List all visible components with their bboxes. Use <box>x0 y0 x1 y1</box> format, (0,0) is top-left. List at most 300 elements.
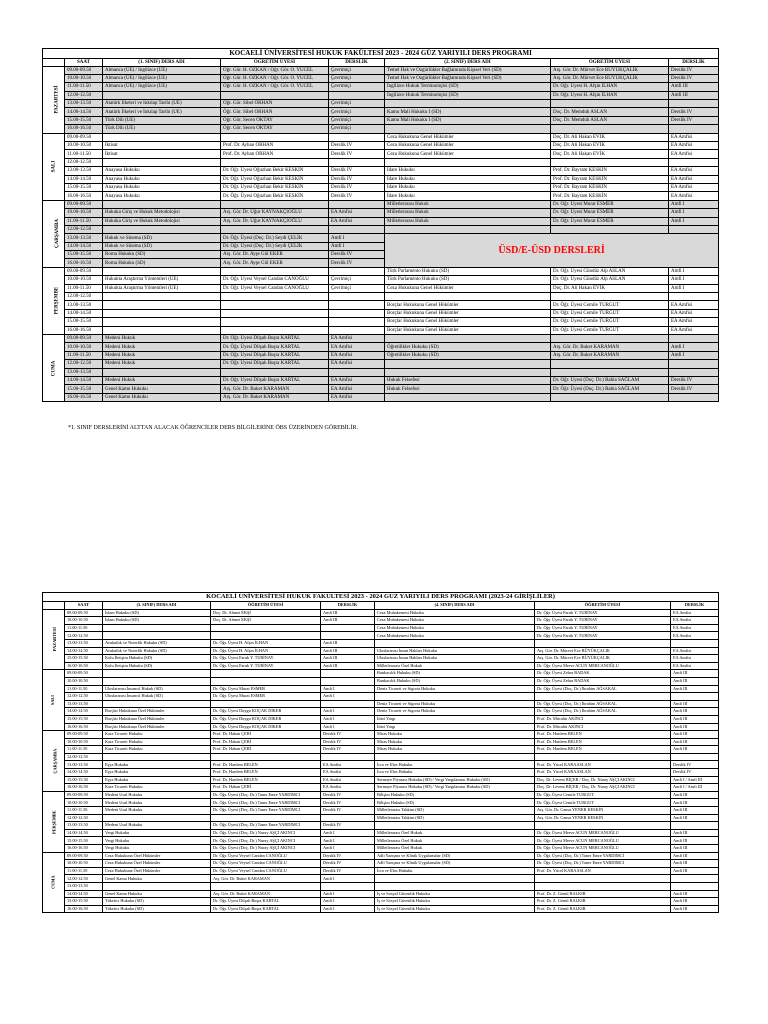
instructor-cell: Prof. Dr. Hakan ÇEBİ <box>211 738 321 746</box>
table-row <box>43 731 719 739</box>
course-cell: İş ve Sosyal Güvenlik Hukuku <box>375 898 535 906</box>
course-cell: Kolu İletişim Hukuku (SD) <box>103 655 211 663</box>
time-cell: 12.00-12.50 <box>65 632 103 640</box>
header-day <box>43 59 65 67</box>
room-cell <box>321 753 375 761</box>
day-label <box>43 133 65 200</box>
instructor-cell: Prof. Dr. Z. Gönül BALKIR <box>535 890 671 898</box>
table-row <box>43 376 719 384</box>
table-row <box>43 100 719 108</box>
course-cell: Borçlar Hukukuna Özel Hükümler <box>103 715 211 723</box>
room-cell: Çevrimiçi <box>329 108 385 116</box>
room-cell: Amfi III <box>671 829 719 837</box>
instructor-cell <box>221 368 329 376</box>
room-cell <box>329 293 385 301</box>
course-cell: Anayasa Hukuku <box>103 175 221 183</box>
instructor-cell: Dr. Öğr. Üyesi Murat ESMER <box>551 209 669 217</box>
room-cell: Amfi III <box>671 708 719 716</box>
room-cell: EA Amfisi <box>669 183 719 191</box>
table-row <box>43 183 719 191</box>
instructor-cell: Arş. Gör. Dr. Mürvet Ece BÜYÜKÇALIK <box>535 655 671 663</box>
course-cell: Almanca (UE) / İngilizce (UE) <box>103 83 221 91</box>
time-cell: 13.00-13.50 <box>65 639 103 647</box>
instructor-cell: Dr. Öğr. Üyesi (Doç. Dr.) Seydi ÇELİK <box>221 242 329 250</box>
instructor-cell: Dr. Öğr. Üyesi H. Afşin İLHAN <box>211 639 321 647</box>
time-cell: 13.00-13.50 <box>65 822 103 830</box>
room-cell: Amfi I <box>321 905 375 913</box>
course-cell <box>103 368 221 376</box>
instructor-cell: Doç. Dr. Ali Hakan EVİK <box>551 284 669 292</box>
table-row <box>43 746 719 754</box>
instructor-cell: Öğr. Gör. H. ÖZKAN / Öğr. Gör. Ö. YÜCEL <box>221 83 329 91</box>
course-cell: Uluslararası İnsan Hakları Hukuku <box>375 655 535 663</box>
column-header: ÖĞRETİM ÜYESİ <box>211 602 321 610</box>
room-cell: Derslik IV <box>321 822 375 830</box>
time-cell: 13.00-13.50 <box>65 100 103 108</box>
instructor-cell <box>221 200 329 208</box>
time-cell: 09.00-09.50 <box>65 670 103 678</box>
time-cell: 16.00-16.50 <box>65 192 103 200</box>
usd-notice <box>385 234 719 268</box>
time-cell: 14.00-14.50 <box>65 175 103 183</box>
course-cell: Türk Parlamento Hukuku (SD) <box>385 267 551 275</box>
course-cell: Hukuk ve Sinema (SD) <box>103 242 221 250</box>
room-cell: EA Amfisi <box>321 776 375 784</box>
time-cell: 12.00-12.50 <box>65 225 103 233</box>
instructor-cell <box>535 693 671 701</box>
day-name: CUMA <box>50 875 56 890</box>
instructor-cell: Prof. Dr. Ayhan ORHAN <box>221 150 329 158</box>
column-header: SAAT <box>65 59 103 67</box>
room-cell: Derslik IV <box>321 852 375 860</box>
room-cell: Amfi III <box>671 890 719 898</box>
room-cell: Amfi III <box>671 738 719 746</box>
time-cell: 15.00-15.50 <box>65 655 103 663</box>
course-cell <box>385 293 551 301</box>
course-cell <box>385 335 551 343</box>
course-cell: Türk Dili (UE) <box>103 116 221 124</box>
room-cell: EA Amfisi <box>329 217 385 225</box>
course-cell: Bilişim Hukuku (SD) <box>375 791 535 799</box>
course-cell <box>103 200 221 208</box>
room-cell: Amfi I <box>669 200 719 208</box>
time-cell: 09.00-09.50 <box>65 133 103 141</box>
instructor-cell: Dr. Öğr. Üyesi Cemile TURGUT <box>551 326 669 334</box>
instructor-cell: Dr. Öğr. Üyesi (Doç. Dr.) Rabia SAĞLAM <box>551 385 669 393</box>
instructor-cell: Arş. Gör. Dr. Buket KARAMAN <box>211 875 321 883</box>
course-cell: Borçlar Hukukuna Genel Hükümler <box>385 301 551 309</box>
time-cell: 15.00-15.50 <box>65 318 103 326</box>
instructor-cell: Dr. Öğr. Üyesi (Doç. Dr.) Taner Emre YARDIMCI <box>535 860 671 868</box>
table-row <box>43 632 719 640</box>
room-cell: Derslik IV <box>321 731 375 739</box>
day-label <box>43 609 65 670</box>
table-row <box>43 738 719 746</box>
table-row <box>43 715 719 723</box>
time-cell: 14.00-14.50 <box>65 769 103 777</box>
column-header: (3. SINIF) DERS ADI <box>103 602 211 610</box>
room-cell: Derslik IV <box>669 74 719 82</box>
course-cell <box>103 624 211 632</box>
course-cell: Kolu İletişim Hukuku (SD) <box>103 662 211 670</box>
course-cell: Genel Kamu Hukuku <box>103 890 211 898</box>
instructor-cell <box>551 335 669 343</box>
table-row <box>43 116 719 124</box>
course-cell: Medeni Hukuk <box>103 376 221 384</box>
time-cell: 14.00-14.50 <box>65 242 103 250</box>
instructor-cell <box>551 225 669 233</box>
course-cell: Vergi Hukuku <box>103 837 211 845</box>
instructor-cell: Dr. Öğr. Üyesi Oğuzhan Bekir KESKİN <box>221 175 329 183</box>
table-row <box>43 776 719 784</box>
instructor-cell: Prof. Dr. Yücel KARAASLAN <box>535 769 671 777</box>
instructor-cell: Dr. Öğr. Üyesi (Doç. Dr.) Taner Emre YARDIMCI <box>211 822 321 830</box>
course-cell: Sermaye Piyasası Hukuku (SD) / Vergi Yargılaması Hukuku (SD) <box>375 776 535 784</box>
instructor-cell <box>221 91 329 99</box>
day-label <box>43 670 65 731</box>
table-title: KOCAELİ ÜNİVERSİTESİ HUKUK FAKÜLTESİ 2023 - 2024 GÜZ YARIYILI DERS PROGRAMI (2023-24 GİRİŞLİLER) <box>43 593 719 602</box>
instructor-cell: Dr. Öğr. Üyesi Faruk Y. TURİNAY <box>211 662 321 670</box>
instructor-cell: Dr. Öğr. Üyesi (Doç. Dr.) İbrahim AĞSAKAL <box>535 700 671 708</box>
instructor-cell: Dr. Öğr. Üyesi Dilşah Buşra KARTAL <box>211 898 321 906</box>
instructor-cell: Doç. Dr. Ali Hakan EVİK <box>551 133 669 141</box>
header-row <box>43 59 719 67</box>
room-cell: EA Amfisi <box>669 192 719 200</box>
instructor-cell <box>211 753 321 761</box>
room-cell: Amfi I <box>321 715 375 723</box>
course-cell: Milletlerarası Hukuk <box>385 200 551 208</box>
room-cell: EA Amfisi <box>669 133 719 141</box>
room-cell <box>321 700 375 708</box>
instructor-cell <box>221 309 329 317</box>
course-cell: Türk Parlamento Hukuku (SD) <box>385 276 551 284</box>
course-cell: Medeni Usul Hukuku <box>103 807 211 815</box>
course-cell: Hukukta Araştırma Yöntemleri (UE) <box>103 276 221 284</box>
instructor-cell <box>551 125 669 133</box>
table-row <box>43 829 719 837</box>
instructor-cell: Dr. Öğr. Üyesi H. Afşin İLHAN <box>211 647 321 655</box>
course-cell: Miras Hukuku <box>375 738 535 746</box>
time-cell: 09.00-09.50 <box>65 852 103 860</box>
instructor-cell <box>551 293 669 301</box>
course-cell: Hukuka Giriş ve Hukuk Metodolojisi <box>103 217 221 225</box>
instructor-cell: Dr. Öğr. Üyesi Faruk Y. TURİNAY <box>535 609 671 617</box>
room-cell: Derslik IV <box>321 860 375 868</box>
room-cell: Amfi I <box>321 890 375 898</box>
course-cell <box>375 882 535 890</box>
column-header: DERSLİK <box>669 59 719 67</box>
room-cell <box>669 335 719 343</box>
instructor-cell: Öğr. Gör. H. ÖZKAN / Öğr. Gör. Ö. YÜCEL <box>221 74 329 82</box>
instructor-cell: Arş. Gör. Dr. Uğur KAYNAKÇIOĞLU <box>221 209 329 217</box>
table-row <box>43 368 719 376</box>
table-row <box>43 200 719 208</box>
course-cell: Roma Hukuku (SD) <box>103 251 221 259</box>
room-cell: EA Amfisi <box>671 632 719 640</box>
table-row <box>43 700 719 708</box>
room-cell: Çevrimiçi <box>329 74 385 82</box>
table-row <box>43 284 719 292</box>
table-row <box>43 133 719 141</box>
course-cell: Almanca (UE) / İngilizce (UE) <box>103 66 221 74</box>
column-header: (4. SINIF) DERS ADI <box>375 602 535 610</box>
instructor-cell: Dr. Öğr. Üyesi Merve ACUN MERCANOĞLU <box>535 829 671 837</box>
time-cell: 12.00-12.50 <box>65 753 103 761</box>
table-row <box>43 761 719 769</box>
course-cell: Uluslararası İnsancıl Hukuk (SD) <box>103 685 211 693</box>
course-cell: Borçlar Hukukuna Özel Hükümler <box>103 708 211 716</box>
room-cell: Amfi I <box>321 837 375 845</box>
instructor-cell: Prof. Dr. Bayram KESKİN <box>551 167 669 175</box>
course-cell: Medeni Usul Hukuku <box>103 791 211 799</box>
course-cell: Sermaye Piyasası Hukuku (SD) / Vergi Yargılaması Hukuku (SD) <box>375 784 535 792</box>
table-row <box>43 852 719 860</box>
time-cell: 11.00-11.50 <box>65 624 103 632</box>
room-cell <box>671 639 719 647</box>
course-cell: Tüketici Hukuku (SD) <box>103 905 211 913</box>
table-title: KOCAELİ ÜNİVERSİTESİ HUKUK FAKÜLTESİ 2023 - 2024 GÜZ YARIYILI DERS PROGRAMI <box>43 49 719 59</box>
room-cell: Amfi I <box>321 898 375 906</box>
time-cell: 13.00-13.50 <box>65 700 103 708</box>
course-cell: Öğretilikler Hukuku (SD) <box>385 351 551 359</box>
room-cell: Amfi III <box>321 647 375 655</box>
instructor-cell: Dr. Öğr. Üyesi Cemile TURGUT <box>535 791 671 799</box>
instructor-cell: Dr. Öğr. Üyesi (Doç. Dr.) İbrahim AĞSAKAL <box>535 685 671 693</box>
instructor-cell: Prof. Dr. Hakan ÇEBİ <box>211 784 321 792</box>
room-cell: Derslik IV <box>329 183 385 191</box>
footnote: *1. SINIF DERSLERİNİ ALTTAN ALACAK ÖĞRENCİLER DERS BİLGİLERİNE ÖBS ÜZERİNDEN GÖREBİLİR. <box>68 425 358 431</box>
instructor-cell: Prof. Dr. Ayhan ORHAN <box>221 142 329 150</box>
time-cell: 13.00-13.50 <box>65 368 103 376</box>
course-cell: Adli Yazışma ve Klinik Uygulamalar (SD) <box>375 860 535 868</box>
time-cell: 14.00-14.50 <box>65 708 103 716</box>
room-cell: Amfi I <box>321 875 375 883</box>
course-cell: İslam Hukuku (SD) <box>103 617 211 625</box>
instructor-cell: Dr. Öğr. Üyesi Cemile TURGUT <box>535 799 671 807</box>
course-cell: Hukuk ve Sinema (SD) <box>103 234 221 242</box>
instructor-cell: Dr. Öğr. Üyesi Zehra BADAK <box>535 670 671 678</box>
instructor-cell: Arş. Gör. Dr. Ayşe Gül EKER <box>221 251 329 259</box>
time-cell: 14.00-14.50 <box>65 108 103 116</box>
course-cell: Ceza Muhakemesi Hukuku <box>375 617 535 625</box>
instructor-cell: Dr. Öğr. Üyesi H. Afşin İLHAN <box>551 83 669 91</box>
room-cell: Amfi III <box>671 905 719 913</box>
room-cell: EA Amfisi <box>671 617 719 625</box>
room-cell: Derslik IV <box>669 385 719 393</box>
instructor-cell: Prof. Dr. Mücahit AKINCI <box>535 715 671 723</box>
time-cell: 10.00-10.50 <box>65 617 103 625</box>
table-row <box>43 74 719 82</box>
room-cell: Amfi III <box>671 845 719 853</box>
room-cell: Derslik IV <box>669 66 719 74</box>
course-cell: Kara Ticareti Hukuku <box>103 746 211 754</box>
course-cell: Roma Hukuku (SD) <box>103 259 221 267</box>
room-cell <box>329 225 385 233</box>
table-row <box>43 822 719 830</box>
time-cell: 14.00-14.50 <box>65 890 103 898</box>
time-cell: 11.00-11.50 <box>65 284 103 292</box>
course-cell <box>103 293 221 301</box>
room-cell: Amfi I <box>329 234 385 242</box>
instructor-cell: Dr. Öğr. Üyesi Dilşah Buşra KARTAL <box>221 343 329 351</box>
day-name: PERŞEMBE <box>51 809 57 834</box>
course-cell: İş ve Sosyal Güvenlik Hukuku <box>375 905 535 913</box>
room-cell: Amfi III <box>669 83 719 91</box>
column-header: ÖĞRETİM ÜYESİ <box>535 602 671 610</box>
course-cell: Kamu Mali Hukuku I (SD) <box>385 116 551 124</box>
room-cell <box>329 267 385 275</box>
time-cell: 15.00-15.50 <box>65 776 103 784</box>
time-cell: 14.00-14.50 <box>65 829 103 837</box>
room-cell: Amfi III <box>671 799 719 807</box>
instructor-cell: Arş. Gör. Dr. Mürvet Ece BÜYÜKÇALIK <box>535 647 671 655</box>
table-row <box>43 708 719 716</box>
course-cell: Ceza Hukukuna Özel Hükümler <box>103 860 211 868</box>
instructor-cell: Dr. Öğr. Üyesi Oğuzhan Bekir KESKİN <box>221 192 329 200</box>
room-cell: Amfi I <box>669 351 719 359</box>
time-cell: 11.00-11.50 <box>65 150 103 158</box>
time-cell: 09.00-09.50 <box>65 335 103 343</box>
instructor-cell: Dr. Öğr. Üyesi Gündüz Alp ASLAN <box>551 276 669 284</box>
instructor-cell: Dr. Öğr. Üyesi Merve ACUN MERCANOĞLU <box>535 662 671 670</box>
day-label <box>43 791 65 852</box>
column-header: SAAT <box>65 602 103 610</box>
course-cell: Türk Dili (UE) <box>103 125 221 133</box>
time-cell: 10.00-10.50 <box>65 209 103 217</box>
course-cell: Medeni Hukuk <box>103 335 221 343</box>
course-cell: Milletlerarası Özel Hukuk <box>375 837 535 845</box>
instructor-cell <box>221 267 329 275</box>
course-cell: İcra ve İflas Hukuku <box>375 761 535 769</box>
room-cell: Amfi III <box>671 715 719 723</box>
course-cell <box>103 632 211 640</box>
room-cell: Amfi I <box>669 284 719 292</box>
course-cell: İngilizce Hukuk Terminolojisi (SD) <box>385 91 551 99</box>
instructor-cell <box>211 632 321 640</box>
course-cell: Ceza Hukukuna Genel Hükümler <box>385 150 551 158</box>
room-cell <box>671 693 719 701</box>
time-cell: 12.00-12.50 <box>65 293 103 301</box>
room-cell: Derslik IV <box>321 791 375 799</box>
instructor-cell: Dr. Öğr. Üyesi Duygu KOÇAK DİKER <box>211 723 321 731</box>
column-header: (2. SINIF) DERS ADI <box>385 59 551 67</box>
instructor-cell: Doç. Dr. Memduh ASLAN <box>551 108 669 116</box>
course-cell: Ceza Muhakemesi Hukuku <box>375 624 535 632</box>
instructor-cell: Öğr. Gör. Sibel ORHAN <box>221 100 329 108</box>
room-cell: Amfi I <box>669 267 719 275</box>
room-cell <box>329 326 385 334</box>
instructor-cell: Arş. Gör. Dr. Cansu YENER KESKİN <box>535 807 671 815</box>
room-cell <box>669 393 719 401</box>
course-cell: Ceza Hukukuna Özel Hükümler <box>103 867 211 875</box>
day-label <box>43 267 65 334</box>
room-cell: Derslik IV <box>321 807 375 815</box>
room-cell: Amfi I / Amfi III <box>671 784 719 792</box>
instructor-cell <box>211 882 321 890</box>
course-cell <box>103 326 221 334</box>
course-cell <box>375 639 535 647</box>
table-row <box>43 662 719 670</box>
course-cell: Ceza Hukukuna Genel Hükümler <box>385 142 551 150</box>
column-header: DERSLİK <box>321 602 375 610</box>
room-cell: EA Amfisi <box>329 343 385 351</box>
room-cell: EA Amfisi <box>671 624 719 632</box>
instructor-cell: Arş. Gör. Dr. Ayşe Gül EKER <box>221 259 329 267</box>
day-name: PAZARTESİ <box>51 627 57 652</box>
room-cell: Amfi III <box>321 639 375 647</box>
room-cell: EA Amfisi <box>671 662 719 670</box>
table-row <box>43 867 719 875</box>
time-cell: 11.00-11.50 <box>65 807 103 815</box>
course-cell: Eşya Hukuku <box>103 769 211 777</box>
room-cell: Derslik IV <box>329 175 385 183</box>
day-name: PAZARTESİ <box>54 85 60 114</box>
instructor-cell: Dr. Öğr. Üyesi Faruk Y. TURİNAY <box>535 632 671 640</box>
instructor-cell: Arş. Gör. Dr. Buket KARAMAN <box>211 890 321 898</box>
room-cell: Amfi I <box>321 685 375 693</box>
instructor-cell: Dr. Öğr. Üyesi (Doç. Dr.) Rabia SAĞLAM <box>551 376 669 384</box>
room-cell: EA Amfisi <box>669 150 719 158</box>
instructor-cell: Prof. Dr. Z. Gönül BALKIR <box>535 898 671 906</box>
course-cell: Genel Kamu Hukuku <box>103 875 211 883</box>
instructor-cell: Arş. Gör. Dr. Buket KARAMAN <box>221 393 329 401</box>
room-cell: Amfi III <box>671 700 719 708</box>
table-row <box>43 385 719 393</box>
time-cell: 09.00-09.50 <box>65 267 103 275</box>
instructor-cell: Dr. Öğr. Üyesi Murat ESMER <box>211 693 321 701</box>
time-cell: 11.00-11.50 <box>65 867 103 875</box>
course-cell: Bankacılık Hukuku (SD) <box>375 670 535 678</box>
course-cell: Hukuka Giriş ve Hukuk Metodolojisi <box>103 209 221 217</box>
time-cell: 14.00-14.50 <box>65 376 103 384</box>
time-cell: 13.00-13.50 <box>65 167 103 175</box>
table-row <box>43 799 719 807</box>
instructor-cell: Prof. Dr. Hardem BELEN <box>535 731 671 739</box>
table-row <box>43 875 719 883</box>
instructor-cell: Öğr. Gör. Secen OKTAY <box>221 116 329 124</box>
time-cell: 12.00-12.50 <box>65 875 103 883</box>
course-cell: İslam Hukuku (SD) <box>103 609 211 617</box>
instructor-cell: Prof. Dr. Z. Gönül BALKIR <box>535 905 671 913</box>
day-name: PERŞEMBE <box>54 287 60 315</box>
table-row <box>43 882 719 890</box>
table-row <box>43 753 719 761</box>
time-cell: 15.00-15.50 <box>65 837 103 845</box>
course-cell <box>385 368 551 376</box>
table-row <box>43 335 719 343</box>
course-cell <box>375 822 535 830</box>
table-row <box>43 624 719 632</box>
instructor-cell <box>221 293 329 301</box>
instructor-cell: Dr. Öğr. Üyesi (Doç. Dr.) İbrahim AĞSAKAL <box>535 708 671 716</box>
course-cell: Milletlerarası Özel Hukuk <box>375 845 535 853</box>
room-cell <box>329 158 385 166</box>
room-cell: EA Amfisi <box>329 385 385 393</box>
course-cell: İş ve Sosyal Güvenlik Hukuku <box>375 890 535 898</box>
instructor-cell: Doç. Dr. Ahmet EKŞİ <box>211 609 321 617</box>
course-cell: İktisat <box>103 150 221 158</box>
room-cell <box>669 158 719 166</box>
room-cell: Derslik IV <box>669 116 719 124</box>
day-name: ÇARŞAMBA <box>54 219 60 249</box>
table-row <box>43 309 719 317</box>
instructor-cell: Dr. Öğr. Üyesi Faruk Y. TURİNAY <box>211 655 321 663</box>
instructor-cell: Dr. Öğr. Üyesi Cemile TURGUT <box>551 301 669 309</box>
day-name: SALI <box>51 160 56 173</box>
instructor-cell: Arş. Gör. Dr. Mürvet Ece BÜYÜKÇALIK <box>551 74 669 82</box>
table-row <box>43 125 719 133</box>
course-cell <box>103 318 221 326</box>
